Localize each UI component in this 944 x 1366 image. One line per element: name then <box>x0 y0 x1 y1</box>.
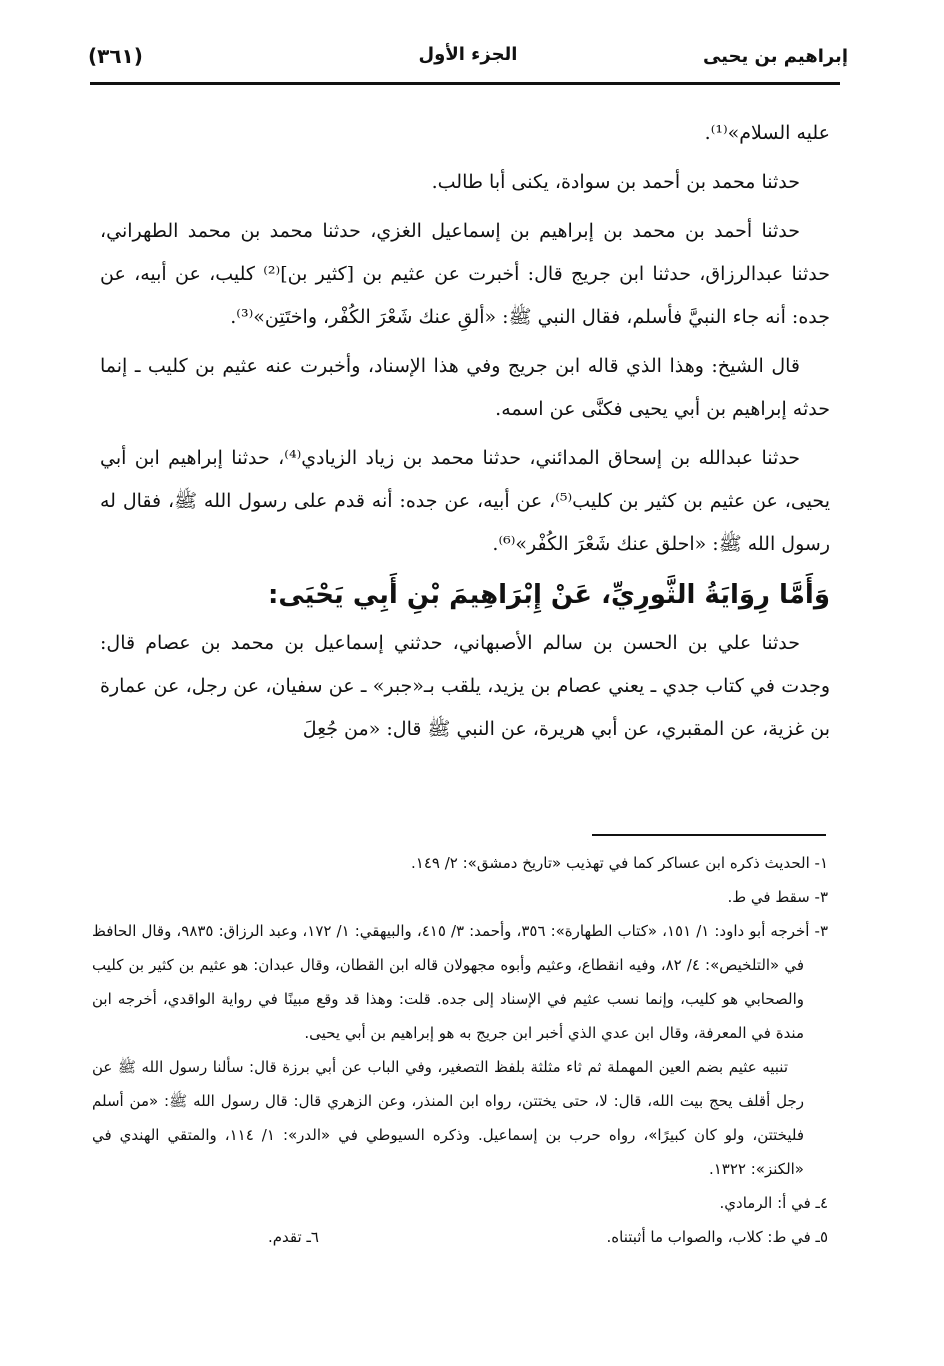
page-number: (٣٦١) <box>88 44 143 68</box>
footnote-row <box>268 1220 828 1254</box>
header-author: إبراهيم بن يحيى <box>702 46 848 67</box>
paragraph: عليه السلام»⁽¹⁾. <box>704 122 830 144</box>
footnote: ٤ـ في أ: الرمادي. <box>719 1194 828 1212</box>
running-header <box>88 38 848 78</box>
footnotes <box>92 846 828 1254</box>
header-rule <box>90 82 840 85</box>
section-heading: وَأَمَّا رِوَايَةُ الثَّورِيِّ، عَنْ إِبْرَاهِيمَ بْنِ أَبِي يَحْيَى: <box>267 580 830 610</box>
main-text <box>100 112 830 757</box>
footnote: ٦ـ تقدم. <box>268 1228 319 1246</box>
paragraph: حدثنا محمد بن أحمد بن سوادة، يكنى أبا طالب. <box>431 171 800 193</box>
paragraph: قال الشيخ: وهذا الذي قاله ابن جريج وفي هذا الإسناد، وأخبرت عنه عثيم بن كليب ـ إنما حدثه إبراهيم بن أبي يحيى فكنَّى عن اسمه. <box>100 355 830 420</box>
paragraph: حدثنا أحمد بن محمد بن إبراهيم بن إسماعيل الغزي، حدثنا محمد بن محمد الطهراني، حدثنا عبدالرزاق، حدثنا ابن جريج قال: أخبرت عن عثيم بن [كثير بن]⁽²⁾ كليب، عن أبيه، عن جده: أنه جاء النبيَّ فأسلم، فقال النبي ﷺ: «ألقِ عنك شَعْرَ الكُفْر، واختَتِن»⁽³⁾. <box>100 220 831 328</box>
paragraph: حدثنا عبدالله بن إسحاق المدائني، حدثنا محمد بن زياد الزيادي⁽⁴⁾، حدثنا إبراهيم ابن أبي يحيى، عن عثيم بن كثير بن كليب⁽⁵⁾، عن أبيه، عن جده: أنه قدم على رسول الله ﷺ، فقال له رسول الله ﷺ: «احلق عنك شَعْرَ الكُفْر»⁽⁶⁾. <box>100 447 830 555</box>
footnote: ٥ـ في ط: كلاب، والصواب ما أثبتناه. <box>606 1228 828 1246</box>
footnote-continuation: تنبيه عثيم بضم العين المهملة ثم ثاء مثلثة بلفظ التصغير، وفي الباب عن أبي برزة قال: سألنا رسول الله ﷺ عن رجل أقلف يحج بيت الله، قال: لا، حتى يختتن، رواه ابن المنذر، وعن الزهري قال: قال رسول الله ﷺ: «من أسلم فليختتن، ولو كان كبيرًا»، رواه حرب بن إسماعيل. وذكره السيوطي في «الدر»: ١/ ١١٤، والمتقي الهندي في «الكنز»: ١٣٢٢. <box>92 1058 805 1178</box>
paragraph: حدثنا علي بن الحسن بن سالم الأصبهاني، حدثني إسماعيل بن محمد بن عصام قال: وجدت في كتاب جدي ـ يعني عصام بن يزيد، يلقب بـ«جبر» ـ عن سفيان، عن رجل، عن عمارة بن غزية، عن المقبري، عن أبي هريرة، عن النبي ﷺ قال: «من جُعِلَ <box>100 632 830 740</box>
footnote: ٣- سقط في ط. <box>727 888 828 906</box>
footnote: ١- الحديث ذكره ابن عساكر كما في تهذيب «تاريخ دمشق»: ٢/ ١٤٩. <box>410 854 828 872</box>
footnote: ٣- أخرجه أبو داود: ١/ ١٥١، «كتاب الطهارة»: ٣٥٦، وأحمد: ٣/ ٤١٥، والبيهقي: ١/ ١٧٢، وعبد الرزاق: ٩٨٣٥، وقال الحافظ في «التلخيص»: ٤/ ٨٢، وفيه انقطاع، وعثيم وأبوه مجهولان قاله ابن القطان، وقال عبدان: هو عثيم بن كثير بن كليب والصحابي هو كليب، وإنما نسب عثيم في الإسناد إلى جده. قلت: وهذا قد وقع مبينًا في رواية الواقدي، أخرجه ابن مندة في المعرفة، وقال ابن عدي الذي أخبر ابن جريج به هو إبراهيم بن أبي يحيى. <box>92 922 829 1042</box>
footnote-rule <box>592 834 826 836</box>
header-volume: الجزء الأول <box>418 44 518 65</box>
